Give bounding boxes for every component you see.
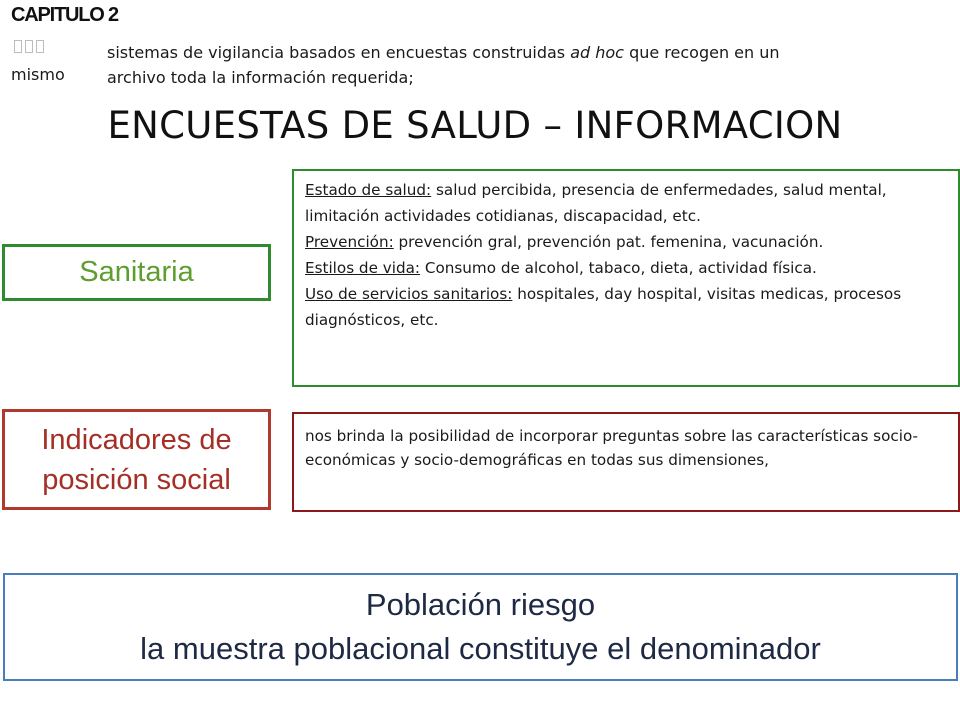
- sanitaria-label-box: [2, 244, 271, 301]
- sanitaria-label: Sanitaria: [79, 256, 194, 288]
- indicadores-detail-text: nos brinda la posibilidad de incorporar preguntas sobre las características socio-económicas y socio-demográficas en todas sus dimensiones,: [305, 427, 919, 469]
- intro-line-1: [107, 40, 947, 65]
- sanitaria-item-text: salud percibida, presencia de enfermedades, salud mental, limitación actividades cotidianas, discapacidad, etc.: [305, 181, 887, 225]
- sanitaria-item: [305, 255, 950, 281]
- page-title: ENCUESTAS DE SALUD – INFORMACION: [107, 104, 843, 147]
- poblacion-box: [3, 573, 958, 681]
- missing-glyph-boxes: [14, 40, 44, 53]
- missing-glyph-icon: [25, 40, 33, 53]
- sanitaria-detail-box: [292, 169, 960, 387]
- indicadores-label: [41, 420, 231, 500]
- sanitaria-item: [305, 177, 950, 229]
- indicadores-label-line-1: Indicadores de: [41, 423, 232, 456]
- intro-line1-post: que recogen en un: [623, 43, 780, 62]
- sanitaria-item-term: Uso de servicios sanitarios:: [305, 285, 513, 303]
- sanitaria-item: [305, 229, 950, 255]
- indicadores-label-box: [2, 409, 271, 510]
- missing-glyph-icon: [14, 40, 22, 53]
- sanitaria-item-term: Prevención:: [305, 233, 394, 251]
- sanitaria-item-term: Estado de salud:: [305, 181, 432, 199]
- intro-left-word: mismo: [11, 65, 65, 84]
- intro-line1-pre: sistemas de vigilancia basados en encuestas construidas: [107, 43, 571, 62]
- poblacion-line-2: la muestra poblacional constituye el denominador: [140, 631, 821, 666]
- intro-line-2: archivo toda la información requerida;: [107, 68, 414, 87]
- sanitaria-item-text: hospitales, day hospital, visitas medicas, procesos diagnósticos, etc.: [305, 285, 902, 329]
- sanitaria-item: [305, 281, 950, 333]
- sanitaria-item-text: Consumo de alcohol, tabaco, dieta, actividad física.: [420, 259, 817, 277]
- chapter-heading: CAPITULO 2: [11, 4, 118, 26]
- indicadores-detail-box: [292, 412, 960, 512]
- missing-glyph-icon: [36, 40, 44, 53]
- sanitaria-item-term: Estilos de vida:: [305, 259, 421, 277]
- poblacion-line-1: Población riesgo: [365, 587, 596, 622]
- intro-text: [107, 40, 947, 90]
- intro-line1-italic: ad hoc: [570, 43, 624, 62]
- sanitaria-item-text: prevención gral, prevención pat. femenina, vacunación.: [393, 233, 824, 251]
- indicadores-label-line-2: posición social: [42, 463, 231, 496]
